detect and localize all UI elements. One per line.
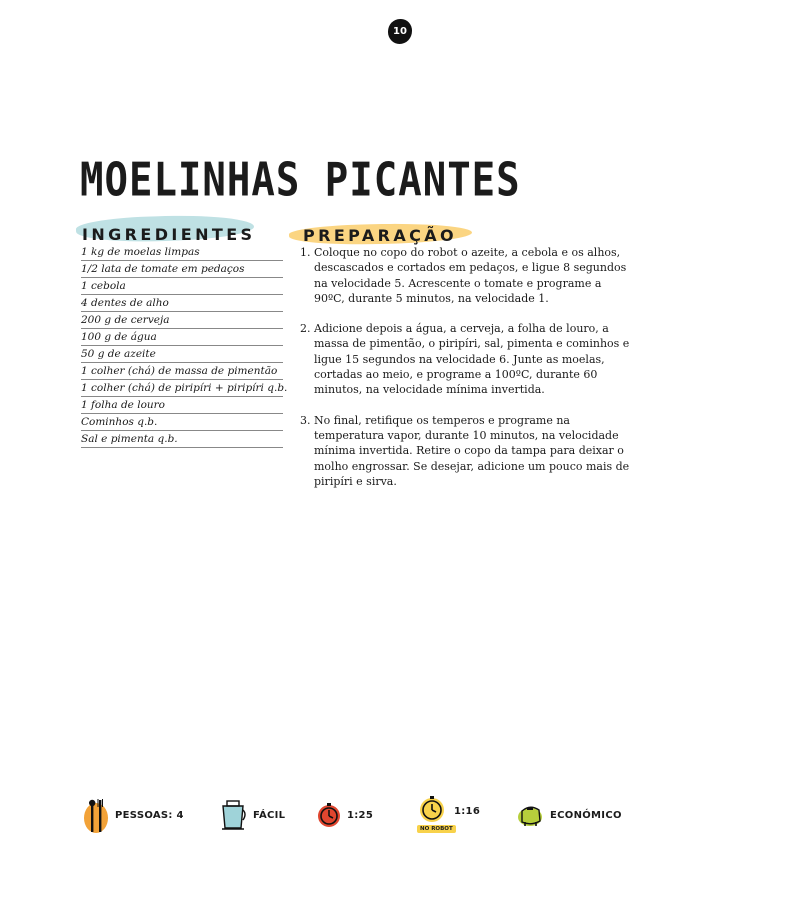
ingredient-item: 1/2 lata de tomate em pedaços: [81, 262, 283, 278]
total-time-info: [317, 795, 373, 835]
ingredients-heading: INGREDIENTES: [82, 225, 256, 244]
servings-label: PESSOAS: 4: [115, 809, 184, 821]
preparation-steps: [300, 245, 630, 504]
ingredient-item: Cominhos q.b.: [81, 415, 283, 431]
ingredients-list: [81, 245, 288, 449]
ingredient-item: 200 g de cerveja: [81, 313, 283, 329]
ingredient-item: 1 colher (chá) de massa de pimentão: [81, 364, 283, 380]
difficulty-info: [219, 795, 285, 835]
robot-time-label: 1:16: [454, 805, 481, 817]
ingredient-item: 50 g de azeite: [81, 347, 283, 363]
cutlery-icon: [82, 796, 112, 834]
step-number: 2.: [300, 322, 311, 336]
robot-time-info: [419, 795, 480, 835]
servings-info: [82, 795, 184, 835]
ingredient-item: 100 g de água: [81, 330, 283, 346]
step-number: 3.: [300, 413, 311, 427]
step-number: 1.: [300, 246, 311, 259]
preparation-step: [300, 413, 630, 489]
page-number: 10: [388, 19, 412, 44]
cost-info: [517, 795, 622, 835]
preparation-heading: PREPARAÇÃO: [303, 226, 458, 245]
step-text: No final, retifique os temperos e programe na temperatura vapor, durante 10 minutos, na velocidade mínima invertida. Retire o copo da tampa para deixar o molho engrossar. Se desejar, adicione um pouco mais de piripíri e sirva.: [314, 413, 630, 488]
cost-label: ECONÓMICO: [550, 809, 622, 821]
preparation-step: [300, 321, 630, 397]
recipe-info-bar: [0, 795, 800, 840]
ingredient-item: 1 cebola: [81, 279, 283, 295]
robot-icon: [219, 798, 247, 832]
stopwatch-icon: [419, 795, 447, 825]
difficulty-label: FÁCIL: [253, 809, 286, 821]
total-time-label: 1:25: [347, 809, 374, 821]
ingredient-item: 4 dentes de alho: [81, 296, 283, 312]
recipe-title: MOELINHAS PICANTES: [80, 154, 521, 208]
step-text: Coloque no copo do robot o azeite, a cebola e os alhos, descascados e cortados em pedaços, e ligue 8 segundos na velocidade 5. Acrescente o tomate e programe a 90ºC, durante 5 minutos, na velocidade 1.: [314, 246, 627, 305]
ingredient-item: 1 colher (chá) de piripíri + piripíri q.b.: [81, 381, 283, 397]
ingredient-item: Sal e pimenta q.b.: [81, 432, 283, 448]
ingredient-item: 1 folha de louro: [81, 398, 283, 414]
step-text: Adicione depois a água, a cerveja, a folha de louro, a massa de pimentão, o piripíri, sal, pimenta e cominhos e ligue 15 segundos na velocidade 6. Junte as moelas, cortadas ao meio, e programe a 100ºC, durante 60 minutos, na velocidade mínima invertida.: [314, 322, 630, 397]
preparation-step: [300, 245, 630, 306]
piggy-bank-icon: [517, 801, 545, 829]
timer-icon: [317, 800, 343, 830]
robot-time-tag: NO ROBOT: [417, 825, 456, 833]
ingredient-item: 1 kg de moelas limpas: [81, 245, 283, 261]
